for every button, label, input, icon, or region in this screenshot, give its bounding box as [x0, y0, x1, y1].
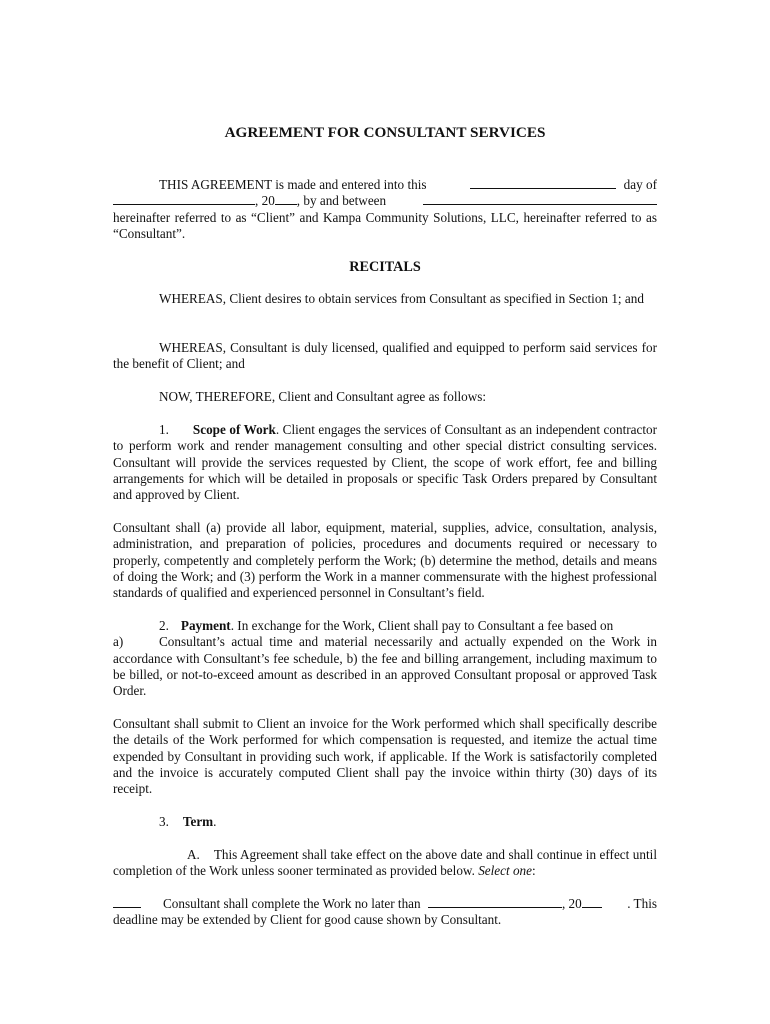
date-year-blank — [275, 193, 297, 205]
section-2-line-1 — [113, 618, 657, 634]
intro-text-5: hereinafter referred to as “Client” and Kampa Community Solutions, LLC, hereinafter referred to as “Consultant”. — [113, 209, 657, 241]
now-therefore-paragraph: NOW, THEREFORE, Client and Consultant agree as follows: — [159, 389, 487, 404]
section-2-number: 2. — [159, 618, 169, 633]
term-option-line-2: deadline may be extended by Client for good cause shown by Consultant. — [113, 912, 502, 928]
section-1-number: 1. — [159, 422, 169, 437]
intro-text-4: , by and between — [296, 193, 387, 209]
whereas-paragraph-1: WHEREAS, Client desires to obtain services from Consultant as specified in Section 1; and — [159, 291, 644, 306]
date-day-blank — [470, 177, 616, 189]
section-2-item-a: a) — [113, 634, 124, 650]
section-3-heading: Term — [182, 814, 214, 829]
section-1-paragraph — [113, 422, 657, 503]
completion-year-blank[interactable] — [582, 896, 602, 908]
intro-text-2: day of — [623, 177, 657, 192]
select-one-label: Select one — [478, 863, 533, 879]
recitals-heading: RECITALS — [349, 259, 421, 275]
section-1-body: . Client engages the services of Consultant as an independent contractor to perform work and render management consulting and other special district consulting services. Consultant will provide the services requested by Client, the scope of work effort, fee and billing arrangements for which will be detailed in proposals or specific Task Orders prepared by Consultant and approved by Client. — [113, 422, 657, 503]
term-option-text-3: . This — [627, 896, 657, 911]
date-month-blank — [113, 193, 255, 205]
term-option-line-1 — [113, 896, 657, 912]
intro-line-1 — [113, 177, 657, 193]
section-2-body-b: Consultant’s actual time and material necessarily and actually expended on the Work in accordance with Consultant’s fee schedule, b) the fee and billing arrangement, including maximum to be billed, or not-to-exceed amount as described in an approved Consultant proposal or approved Task Order. — [113, 634, 657, 699]
section-2-body-a: . In exchange for the Work, Client shall pay to Consultant a fee based on — [230, 618, 614, 633]
section-1-paragraph-2: Consultant shall (a) provide all labor, equipment, material, supplies, advice, consultation, analysis, administration, and preparation of policies, procedures and documents required or necessary to properly, competently and completely perform the Work; (b) determine the method, details and means of doing the Work; and (3) perform the Work in a manner commensurate with the highest professional standards of qualified and experienced personnel in Consultant’s field. — [113, 520, 657, 601]
term-option-text-2: , 20 — [561, 896, 582, 911]
completion-date-blank[interactable] — [428, 896, 562, 908]
intro-text-3: , 20 — [255, 193, 275, 209]
intro-paragraph — [113, 177, 657, 242]
section-3-number: 3. — [159, 814, 169, 829]
select-one-colon: : — [532, 863, 536, 879]
page-title: AGREEMENT FOR CONSULTANT SERVICES — [224, 124, 546, 141]
intro-text-1: THIS AGREEMENT is made and entered into this — [159, 177, 427, 192]
section-3-heading-line — [113, 814, 657, 830]
section-3-period: . — [213, 814, 217, 829]
term-option-text-1: Consultant shall complete the Work no later than — [163, 896, 421, 911]
section-1-heading: Scope of Work — [192, 422, 276, 437]
section-3a-paragraph — [113, 847, 657, 880]
section-3a-label: A. — [187, 847, 200, 862]
whereas-paragraph-2: WHEREAS, Consultant is duly licensed, qualified and equipped to perform said services for the benefit of Client; and — [113, 340, 657, 372]
section-2-heading: Payment — [180, 618, 231, 633]
intro-line-2 — [113, 193, 657, 209]
section-3a-body: This Agreement shall take effect on the above date and shall continue in effect until completion of the Work unless sooner terminated as provided below. — [113, 847, 657, 879]
term-option-paragraph — [113, 896, 657, 929]
client-name-blank — [423, 193, 657, 205]
section-2-paragraph-2: Consultant shall submit to Client an invoice for the Work performed which shall specifically describe the details of the Work performed for which compensation is requested, and itemize the actual time expended by Consultant in providing such work, if applicable. If the Work is satisfactorily completed and the invoice is accurately computed Client shall pay the invoice within thirty (30) days of its receipt. — [113, 716, 657, 797]
section-2-paragraph — [113, 618, 657, 699]
term-option-checkbox-blank[interactable] — [113, 896, 141, 908]
